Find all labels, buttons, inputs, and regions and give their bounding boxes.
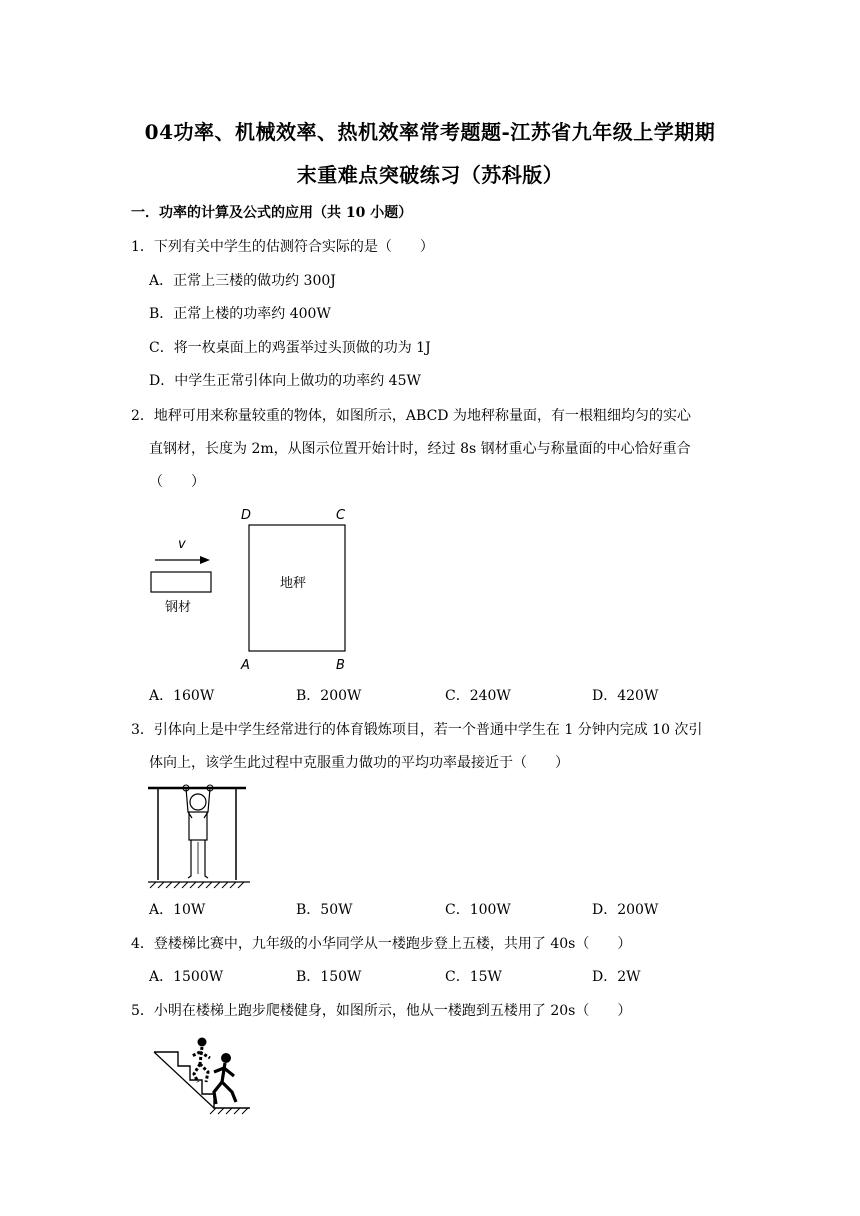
steel-label: 钢材 xyxy=(165,600,192,615)
q3-option-a: A．10W xyxy=(149,902,206,918)
q4-stem: 4．登楼梯比赛中，九年级的小华同学从一楼跑步登上五楼，共用了 40s（ ） xyxy=(131,936,632,952)
q2-option-c: C．240W xyxy=(445,688,511,704)
q3-pullup-figure xyxy=(146,782,252,890)
q3-option-c: C．100W xyxy=(445,902,511,918)
velocity-label: v xyxy=(178,537,186,552)
q1-option-c: C．将一枚桌面上的鸡蛋举过头顶做的功为 1J xyxy=(149,340,431,356)
q1-option-b: B．正常上楼的功率约 400W xyxy=(149,306,331,322)
q2-option-a: A．160W xyxy=(149,688,215,704)
label-d: D xyxy=(241,508,252,523)
q4-option-c: C．15W xyxy=(445,969,502,985)
q5-stairs-figure xyxy=(150,1032,254,1116)
q3-stem-line1: 3．引体向上是中学生经常进行的体育锻炼项目，若一个普通中学生在 1 分钟内完成 10 次引 xyxy=(131,722,703,738)
q2-stem-line1: 2．地秤可用来称量较重的物体，如图所示，ABCD 为地秤称量面，有一根粗细均匀的实心 xyxy=(131,408,691,424)
label-a: A xyxy=(241,658,250,673)
document-title-line2: 末重难点突破练习（苏科版） xyxy=(296,163,564,187)
q2-option-d: D．420W xyxy=(592,688,659,704)
q2-stem-line2: 直钢材，长度为 2m，从图示位置开始计时，经过 8s 钢材重心与称量面的中心恰好重合 xyxy=(149,441,691,457)
q1-option-a: A．正常上三楼的做功约 300J xyxy=(149,273,336,289)
q3-option-b: B．50W xyxy=(296,902,353,918)
q4-option-b: B．150W xyxy=(296,969,362,985)
q3-stem-line2: 体向上，该学生此过程中克服重力做功的平均功率最接近于（ ） xyxy=(149,755,569,771)
steel-bar xyxy=(151,572,211,592)
q2-stem-line3: （ ） xyxy=(149,474,205,490)
q2-option-b: B．200W xyxy=(296,688,362,704)
q3-option-d: D．200W xyxy=(592,902,659,918)
q4-option-d: D．2W xyxy=(592,969,641,985)
label-c: C xyxy=(336,508,346,523)
q1-stem: 1．下列有关中学生的估测符合实际的是（ ） xyxy=(131,239,434,255)
q2-scale-figure xyxy=(140,500,370,676)
section-heading: 一．功率的计算及公式的应用（共 10 小题） xyxy=(131,205,413,221)
q5-stem: 5．小明在楼梯上跑步爬楼健身，如图所示，他从一楼跑到五楼用了 20s（ ） xyxy=(131,1003,632,1019)
q4-option-a: A．1500W xyxy=(149,969,224,985)
label-b: B xyxy=(336,658,345,673)
document-title-line1: 04功率、机械效率、热机效率常考题题-江苏省九年级上学期期 xyxy=(144,120,716,144)
q1-option-d: D．中学生正常引体向上做功的功率约 45W xyxy=(149,373,421,389)
velocity-arrow-head xyxy=(200,556,210,564)
scale-label: 地秤 xyxy=(280,576,307,591)
